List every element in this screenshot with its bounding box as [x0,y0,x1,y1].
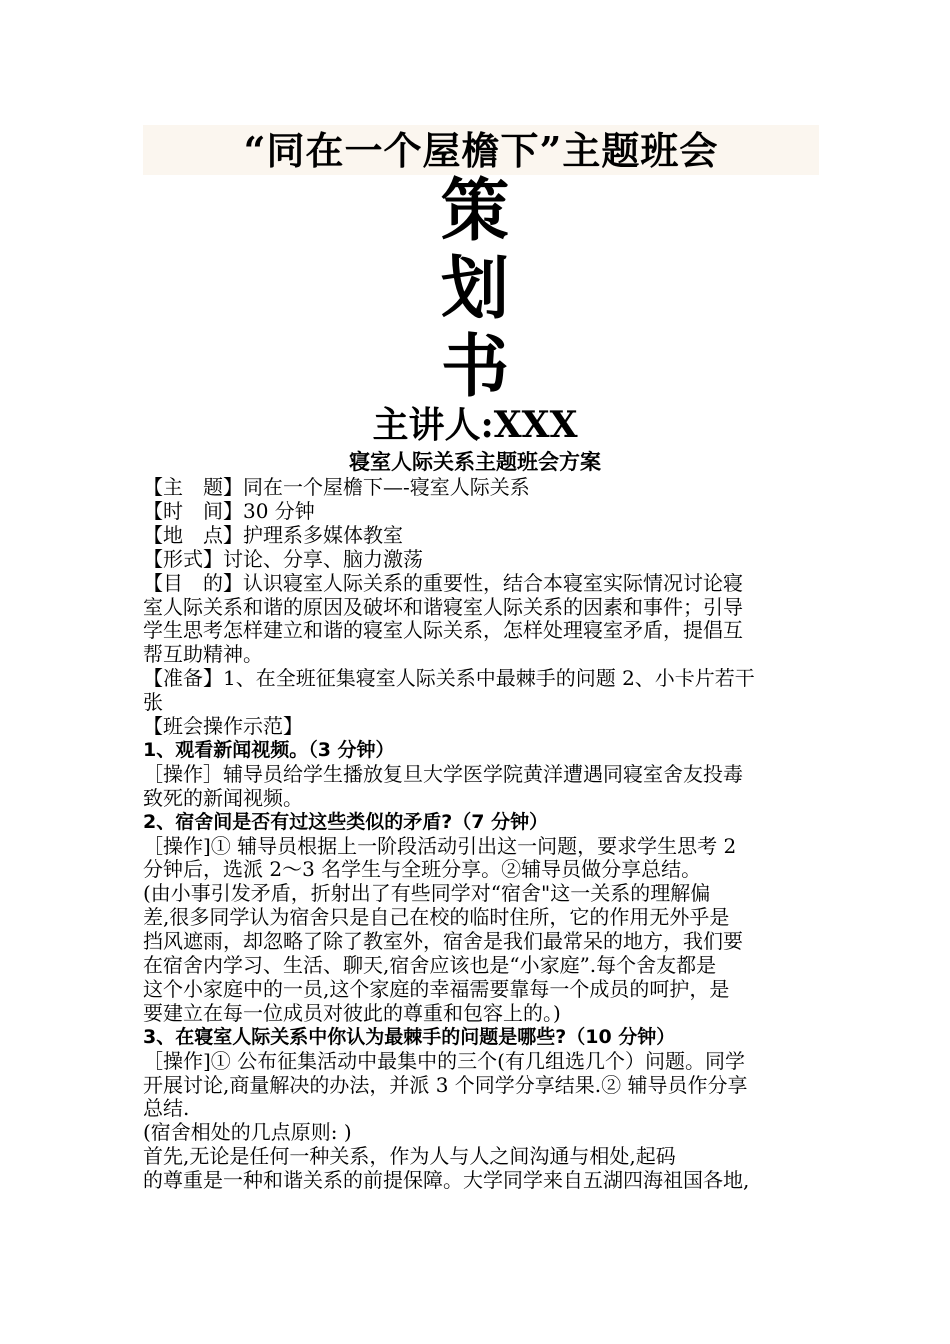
section-heading: 1、观看新闻视频。（3 分钟） [143,738,395,761]
body-line: 致死的新闻视频。 [143,785,303,810]
body-line: ［操作]① 公布征集活动中最集中的三个(有几组选几个）问题。同学 [143,1048,745,1073]
body-line: 开展讨论,商量解决的办法，并派 3 个同学分享结果.② 辅导员作分享 [143,1072,748,1097]
section-heading: 3、在寝室人际关系中你认为最棘手的问题是哪些?（10 分钟） [143,1025,676,1048]
body-line: 【目 的】认识寝室人际关系的重要性，结合本寝室实际情况讨论寝 [143,570,743,595]
body-line: ［操作］辅导员给学生播放复旦大学医学院黄洋遭遇同寝室舍友投毒 [143,761,743,786]
body-line: 【时 间】30 分钟 [143,498,315,523]
body-line: 【形式】讨论、分享、脑力激荡 [143,546,423,571]
body-line: 差,很多同学认为宿舍只是自己在校的临时住所，它的作用无外乎是 [143,905,730,930]
body-line: 的尊重是一种和谐关系的前提保障。大学同学来自五湖四海祖国各地, [143,1168,750,1193]
body-line: 在宿舍内学习、生活、聊天,宿舍应该也是“小家庭”.每个舍友都是 [143,953,717,977]
body-line: 张 [143,690,163,715]
body-line: 首先,无论是任何一种关系，作为人与人之间沟通与相处,起码 [143,1144,676,1169]
speaker-line: 主讲人:XXX [372,404,578,446]
body-line: 【班会操作示范】 [143,714,303,738]
body-line: 【主 题】同在一个屋檐下—-寝室人际关系 [143,475,530,499]
body-line: 分钟后，选派 2～3 名学生与全班分享。②辅导员做分享总结。 [143,857,702,882]
main-title: “同在一个屋檐下”主题班会 [243,128,719,173]
body-line: 帮互助精神。 [143,642,263,667]
body-line: ［操作]① 辅导员根据上一阶段活动引出这一问题，要求学生思考 2 [143,833,737,858]
title-char-1: 策 [440,172,509,251]
body-line: 【地 点】护理系多媒体教室 [143,522,403,547]
title-char-3: 书 [440,328,509,407]
body-line: 学生思考怎样建立和谐的寝室人际关系，怎样处理寝室矛盾，提倡互 [143,618,743,643]
body-line: 【准备】1、在全班征集寝室人际关系中最棘手的问题 2、小卡片若干 [143,666,755,691]
body-line: 总结. [143,1096,190,1121]
body-line: 这个小家庭中的一员,这个家庭的幸福需要靠每一个成员的呵护，是 [143,976,730,1001]
plan-subtitle: 寝室人际关系主题班会方案 [349,450,601,474]
body-line: 挡风遮雨，却忽略了除了教室外，宿舍是我们最常呆的地方，我们要 [143,929,743,954]
body-line: (宿舍相处的几点原则: ) [143,1120,352,1145]
title-char-2: 划 [440,250,509,329]
body-line: (由小事引发矛盾，折射出了有些同学对“宿舍"这一关系的理解偏 [143,881,711,906]
body-line: 室人际关系和谐的原因及破坏和谐寝室人际关系的因素和事件；引导 [143,594,743,619]
body-line: 要建立在每一位成员对彼此的尊重和包容上的。) [143,1000,561,1025]
section-heading: 2、宿舍间是否有过这些类似的矛盾?（7 分钟） [143,810,549,833]
